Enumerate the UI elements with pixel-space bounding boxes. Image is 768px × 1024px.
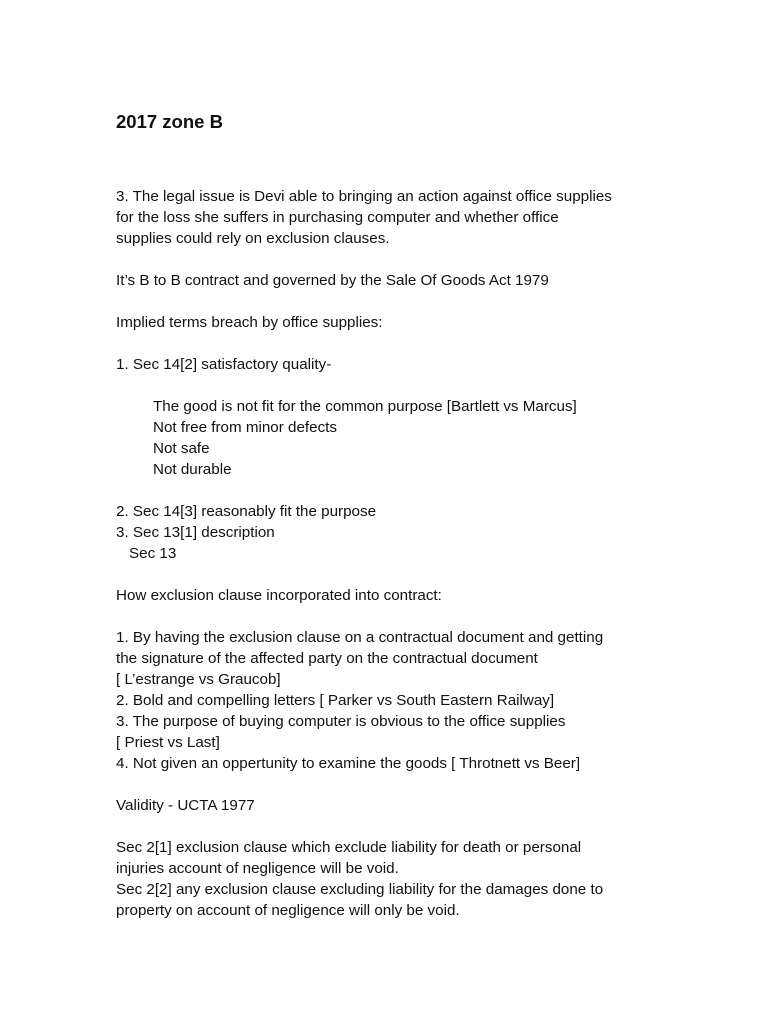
- exclusion-line: 1. By having the exclusion clause on a contractual document and getting: [116, 629, 604, 646]
- implied-terms-heading: Implied terms breach by office supplies:: [116, 314, 383, 331]
- exclusion-line: the signature of the affected party on the contractual document: [116, 650, 538, 667]
- paragraph-gap: [116, 375, 676, 396]
- document-title: 2017 zone B: [116, 111, 223, 132]
- paragraph-gap: [116, 774, 676, 795]
- quality-point: The good is not fit for the common purpose [Bartlett vs Marcus]: [153, 398, 577, 415]
- validity-line: injuries account of negligence will be void.: [116, 860, 399, 877]
- quality-point: Not durable: [153, 461, 232, 478]
- exclusion-line: 2. Bold and compelling letters [ Parker vs South Eastern Railway]: [116, 692, 555, 709]
- exclusion-heading: How exclusion clause incorporated into contract:: [116, 587, 442, 604]
- validity-line: Sec 2[1] exclusion clause which exclude liability for death or personal: [116, 839, 582, 856]
- intro-line: 3. The legal issue is Devi able to bringing an action against office supplies: [116, 188, 612, 205]
- paragraph-gap: [116, 564, 676, 585]
- paragraph-gap: [116, 816, 676, 837]
- paragraph-gap: [116, 291, 676, 312]
- term-item: 2. Sec 14[3] reasonably fit the purpose: [116, 503, 377, 520]
- paragraph-gap: [116, 333, 676, 354]
- exclusion-line: [ Priest vs Last]: [116, 734, 220, 751]
- exclusion-line: 3. The purpose of buying computer is obvious to the office supplies: [116, 713, 566, 730]
- quality-point: Not safe: [153, 440, 210, 457]
- intro-line: supplies could rely on exclusion clauses.: [116, 230, 390, 247]
- term-item: 3. Sec 13[1] description: [116, 524, 275, 541]
- exclusion-line: [ L’estrange vs Graucob]: [116, 671, 281, 688]
- document-body: [116, 186, 676, 921]
- paragraph-gap: [116, 249, 676, 270]
- validity-line: Sec 2[2] any exclusion clause excluding liability for the damages done to: [116, 881, 604, 898]
- contract-line: It’s B to B contract and governed by the Sale Of Goods Act 1979: [116, 272, 549, 289]
- term-sub-item: Sec 13: [129, 545, 177, 562]
- paragraph-gap: [116, 480, 676, 501]
- quality-point: Not free from minor defects: [153, 419, 338, 436]
- validity-heading: Validity - UCTA 1977: [116, 797, 255, 814]
- term-item: 1. Sec 14[2] satisfactory quality-: [116, 356, 332, 373]
- paragraph-gap: [116, 606, 676, 627]
- intro-line: for the loss she suffers in purchasing computer and whether office: [116, 209, 559, 226]
- validity-line: property on account of negligence will only be void.: [116, 902, 460, 919]
- exclusion-line: 4. Not given an oppertunity to examine the goods [ Throtnett vs Beer]: [116, 755, 581, 772]
